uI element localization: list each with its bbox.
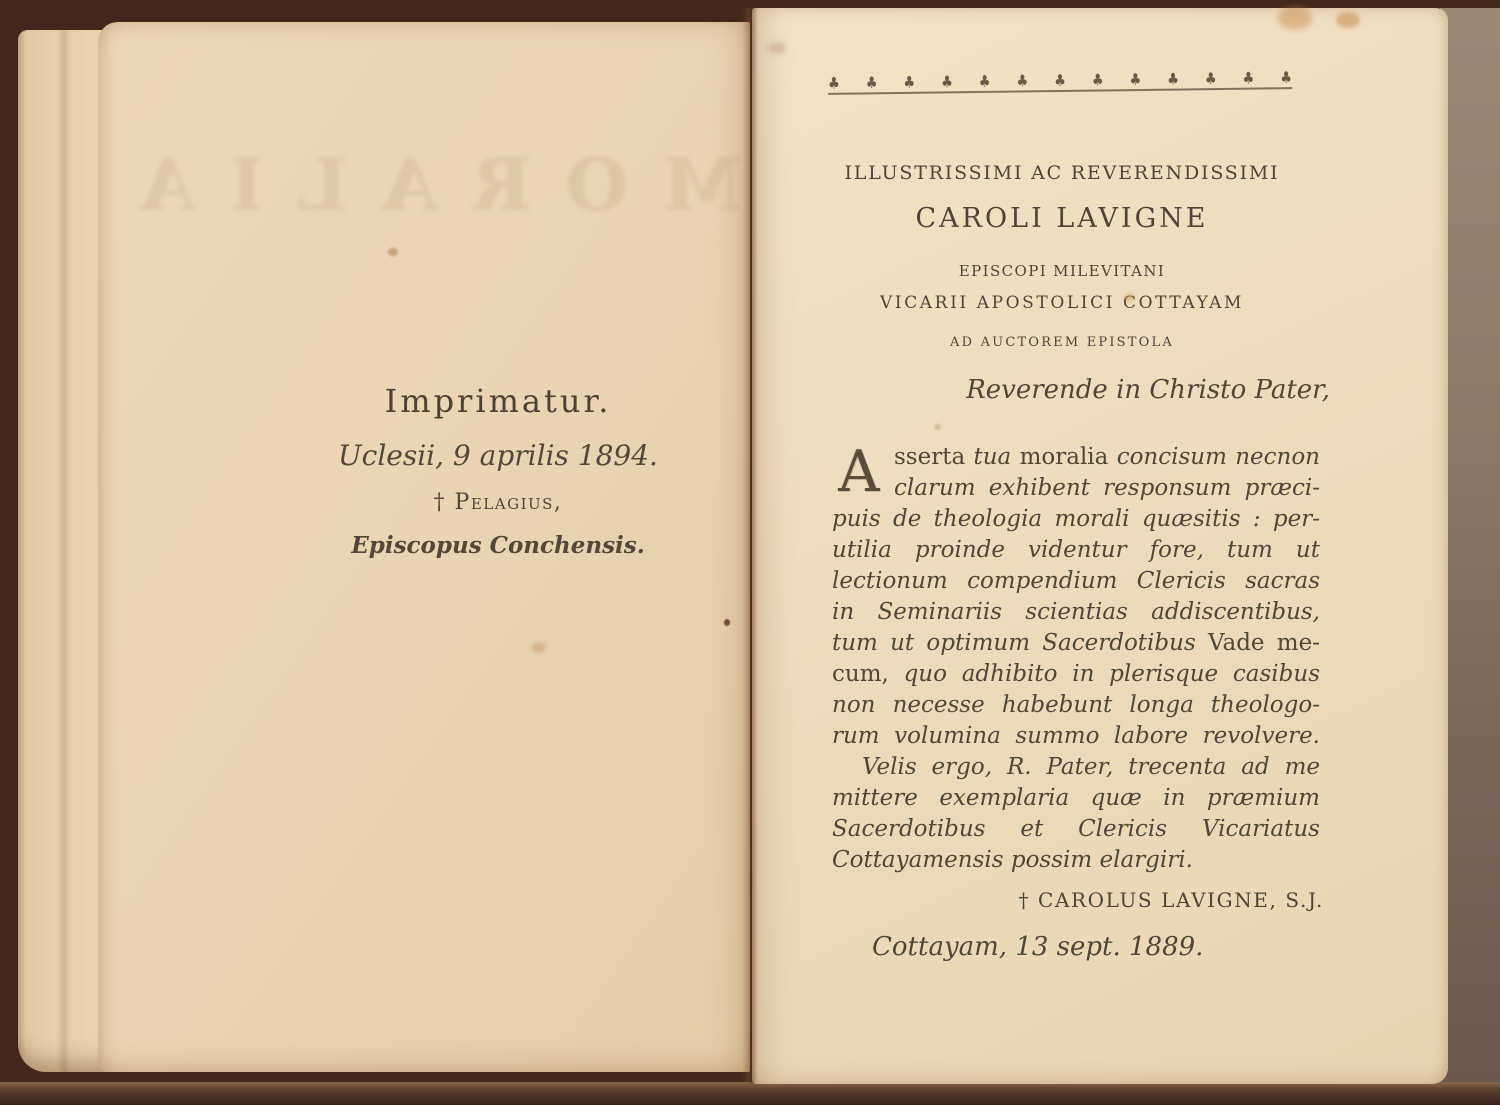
fleuron-ornament-icon: ♣ bbox=[1054, 72, 1066, 91]
body-line: utilia proinde videntur fore, tum ut bbox=[832, 537, 1320, 563]
book-cover-bottom-edge bbox=[0, 1082, 1500, 1105]
body-line: non necesse habebunt longa theologo- bbox=[832, 692, 1320, 718]
fleuron-ornament-icon: ♣ bbox=[1204, 70, 1217, 90]
fleuron-ornament-icon: ♣ bbox=[827, 74, 840, 94]
dedication-name: CAROLI LAVIGNE bbox=[915, 203, 1209, 234]
signature: † CAROLUS LAVIGNE, S.J. bbox=[1018, 888, 1324, 912]
page-stack-edges bbox=[18, 30, 110, 1072]
body-line: rum volumina summo labore revolvere. bbox=[832, 723, 1320, 749]
show-through-ghost-title: MORALIA bbox=[105, 142, 743, 227]
body-line: clarum exhibent responsum præci- bbox=[894, 475, 1320, 501]
body-line: in Seminariis scientias addiscentibus, bbox=[832, 599, 1320, 625]
fleuron-ornament-icon: ♣ bbox=[1280, 69, 1293, 89]
fleuron-ornament-icon: ♣ bbox=[1129, 71, 1142, 91]
body-line: Velis ergo, R. Pater, trecenta ad me bbox=[862, 754, 1320, 780]
imprimatur-signatory: † Pelagius, bbox=[433, 490, 563, 515]
imprimatur-block bbox=[248, 382, 748, 582]
dedication-line-4: VICARII APOSTOLICI COTTAYAM bbox=[880, 293, 1244, 313]
imprimatur-signatory-title: Episcopus Conchensis. bbox=[351, 532, 645, 559]
body-line: puis de theologia morali quæsitis : per- bbox=[832, 506, 1320, 532]
body-line: cum, quo adhibito in plerisque casibus bbox=[832, 661, 1320, 687]
fleuron-ornament-icon: ♣ bbox=[1167, 70, 1180, 90]
fleuron-ornament-icon: ♣ bbox=[1091, 71, 1104, 91]
ornament-band bbox=[828, 55, 1292, 95]
fleuron-ornament-icon: ♣ bbox=[978, 72, 991, 92]
imprimatur-date-line: Uclesii, 9 aprilis 1894. bbox=[338, 439, 658, 472]
right-page bbox=[752, 8, 1448, 1084]
body-line: sserta tua moralia concisum necnon bbox=[894, 444, 1320, 470]
dedication-line-5: AD AUCTOREM EPISTOLA bbox=[950, 335, 1174, 350]
body-line: tum ut optimum Sacerdotibus Vade me- bbox=[832, 630, 1320, 656]
dateline: Cottayam, 13 sept. 1889. bbox=[872, 932, 1204, 962]
fleuron-ornament-icon: ♣ bbox=[865, 74, 878, 94]
fleuron-ornament-icon: ♣ bbox=[1242, 69, 1255, 89]
imprimatur-heading: Imprimatur. bbox=[384, 382, 612, 420]
left-page bbox=[98, 22, 750, 1072]
fleuron-ornament-icon: ♣ bbox=[903, 73, 916, 93]
body-line: Sacerdotibus et Clericis Vicariatus bbox=[832, 816, 1320, 842]
body-line: mittere exemplaria quæ in præmium bbox=[832, 785, 1320, 811]
letter-body bbox=[832, 439, 1320, 876]
body-line: Cottayamensis possim elargiri. bbox=[832, 847, 1193, 873]
fleuron-ornament-icon: ♣ bbox=[941, 73, 953, 93]
book-cover-right-edge bbox=[1440, 8, 1500, 1084]
gutter-shadow bbox=[742, 8, 758, 1084]
dedication-line-1: ILLUSTRISSIMI AC REVERENDISSIMI bbox=[844, 162, 1280, 184]
drop-cap-initial: A bbox=[838, 439, 880, 505]
dedication-line-3: EPISCOPI MILEVITANI bbox=[958, 262, 1166, 280]
fleuron-ornament-icon: ♣ bbox=[1016, 72, 1029, 92]
salutation: Reverende in Christo Pater, bbox=[966, 375, 1330, 405]
body-line: lectionum compendium Clericis sacras bbox=[832, 568, 1320, 594]
